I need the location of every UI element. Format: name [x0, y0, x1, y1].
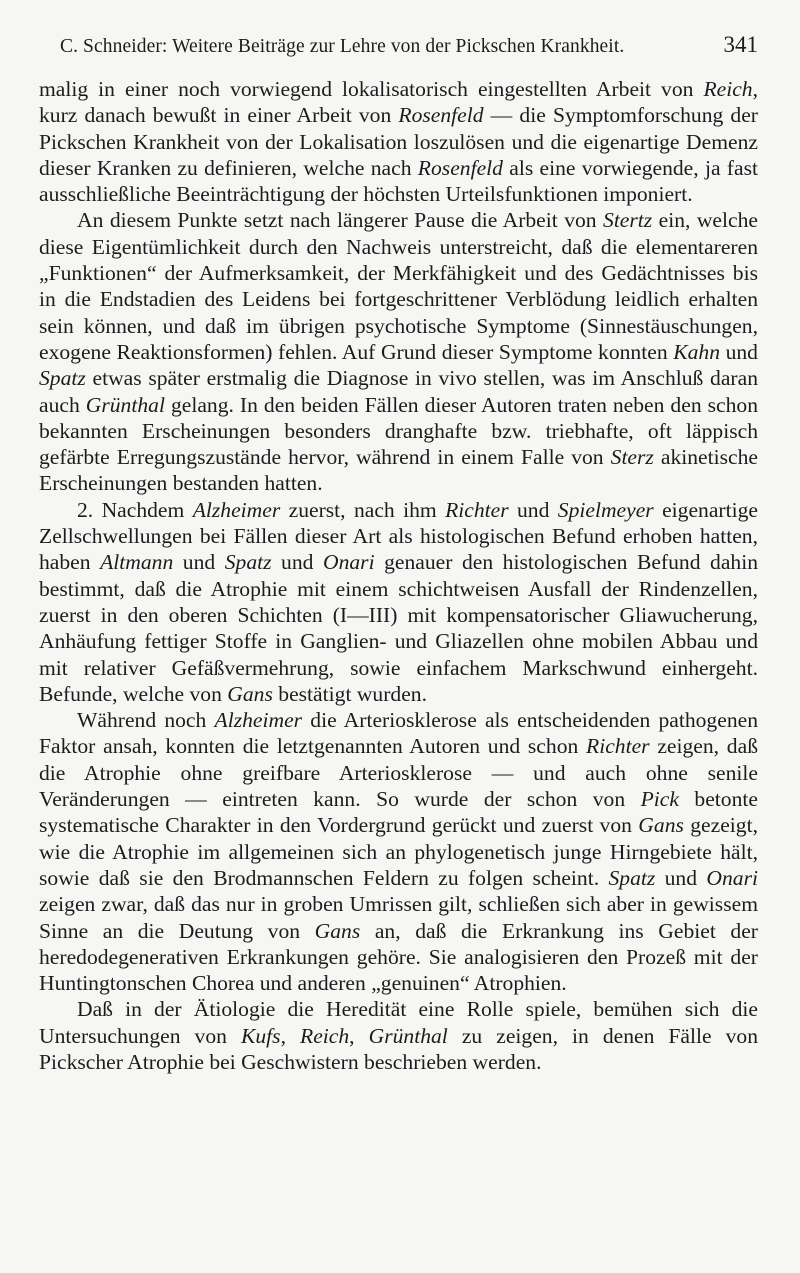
- author-name: Alzheimer: [214, 708, 303, 733]
- author-name: Reich: [300, 1023, 350, 1048]
- author-name: Grünthal: [85, 392, 165, 417]
- text-run: als eine vorwiegende, ja fast ausschließliche Beeinträchtigung der höchsten Urteilsfunktionen imponiert.: [39, 155, 758, 207]
- text-run: 2. Nachdem: [77, 497, 193, 522]
- paragraph-4: [39, 707, 758, 996]
- text-run: zeigen, daß die Atrophie ohne greifbare Arteriosklerose — und auch ohne senile Veränderungen — eintreten kann. So wurde der schon von: [39, 734, 758, 812]
- text-run: ,: [280, 1023, 301, 1048]
- text-run: zeigen zwar, daß das nur in groben Umrissen gilt, schließen sich aber in gewissem Sinne an die Deutung von: [39, 892, 758, 943]
- paragraph-2: [39, 207, 758, 496]
- page-header: [60, 32, 758, 66]
- author-name: Richter: [445, 497, 509, 522]
- paragraph-5: [39, 996, 758, 1075]
- author-name: Spielmeyer: [557, 497, 654, 522]
- text-run: und: [720, 339, 758, 364]
- text-run: betonte systematische Charakter in den Vordergrund gerückt und zuerst von: [39, 787, 758, 838]
- text-run: an, daß die Erkrankung ins Gebiet der heredodegenerativen Erkrankungen gehöre. Sie analogisieren den Prozeß mit der Huntingtonschen Chorea und anderen „genuinen“ Atrophien.: [39, 918, 758, 996]
- running-head: C. Schneider: Weitere Beiträge zur Lehre von der Pickschen Krankheit.: [60, 36, 625, 57]
- text-run: akinetische Erscheinungen bestanden hatten.: [39, 445, 758, 496]
- text-run: und: [173, 550, 225, 575]
- text-run: gezeigt, wie die Atrophie im allgemeinen sich an phylogenetisch junge Hirngebiete hält, sowie daß sie den Brodmannschen Feldern zu folgen scheint.: [39, 813, 758, 890]
- author-name: Alzheimer: [192, 497, 281, 522]
- paragraph-3: [39, 497, 758, 707]
- paragraph-1: [39, 76, 758, 207]
- author-name: Spatz: [608, 865, 656, 890]
- author-name: Sterz: [610, 445, 654, 470]
- author-name: Rosenfeld: [417, 155, 503, 180]
- author-name: Gans: [314, 918, 361, 943]
- text-run: und: [508, 497, 558, 522]
- text-run: und: [655, 865, 707, 890]
- author-name: Onari: [706, 865, 758, 890]
- page-number: 341: [723, 32, 758, 57]
- author-name: Onari: [322, 550, 375, 575]
- author-name: Pick: [640, 787, 679, 812]
- text-run: ,: [349, 1023, 369, 1048]
- text-run: Daß in der Ätiologie die Heredität eine Rolle spiele, bemühen sich die Untersuchungen von: [39, 997, 758, 1048]
- text-run: — die Symptomforschung der Pickschen Krankheit von der Lokalisation loszulösen und die eigenartige Demenz dieser Kranken zu definieren, welche nach: [39, 103, 758, 180]
- text-run: malig in einer noch vorwiegend lokalisatorisch eingestellten Arbeit von: [39, 77, 704, 101]
- author-name: Spatz: [39, 366, 86, 391]
- author-name: Stertz: [603, 208, 653, 233]
- text-run: An diesem Punkte setzt nach längerer Pause die Arbeit von: [77, 208, 604, 233]
- text-run: bestätigt wurden.: [272, 681, 427, 706]
- text-run: eigenartige Zellschwellungen bei Fällen dieser Art als histologischen Befund erhoben hatten, haben: [39, 497, 758, 575]
- text-run: genauer den histologischen Befund dahin bestimmt, daß die Atrophie mit einem schichtweisen Ausfall der Rindenzellen, zuerst in den oberen Schichten (I—III) mit kompensatorischer Gliawucherung, Anhäufung fettiger Stoffe in Ganglien- und Gliazellen ohne mobilen Abbau und mit relativer Gefäßvermehrung, sowie einfachem Markschwund einhergeht. Befunde, welche von: [39, 550, 759, 706]
- text-run: zu zeigen, in denen Fälle von Pickscher Atrophie bei Geschwistern beschrieben werden.: [39, 1023, 759, 1074]
- author-name: Richter: [586, 734, 650, 759]
- text-run: zuerst, nach ihm: [280, 497, 446, 522]
- author-name: Altmann: [100, 550, 174, 575]
- author-name: Reich: [703, 77, 753, 101]
- author-name: Kahn: [673, 339, 720, 364]
- author-name: Grünthal: [368, 1023, 448, 1048]
- author-name: Gans: [638, 813, 684, 838]
- text-run: ein, welche diese Eigentümlichkeit durch den Nachweis unterstreicht, daß die elementareren „Funktionen“ der Aufmerksamkeit, der Merkfähigkeit und des Gedächtnisses bis in die Endstadien des Leidens bei fortgeschrittener Verblödung leidlich erhalten sein können, und daß im übrigen psychotische Symptome (Sinnestäuschungen, exogene Reaktionsformen) fehlen. Auf Grund dieser Symptome konnten: [39, 208, 758, 364]
- text-run: gelang. In den beiden Fällen dieser Autoren traten neben den schon bekannten Erscheinungen besonders dranghafte bzw. triebhafte, oft läppisch gefärbte Erregungszustände hervor, während in einem Falle von: [39, 392, 758, 470]
- author-name: Rosenfeld: [398, 103, 484, 128]
- body-text: [39, 76, 758, 1075]
- text-run: etwas später erstmalig die Diagnose in vivo stellen, was im Anschluß daran auch: [39, 366, 758, 417]
- author-name: Gans: [227, 681, 273, 706]
- author-name: Kufs: [240, 1023, 281, 1048]
- text-run: die Arteriosklerose als entscheidenden pathogenen Faktor ansah, konnten die letztgenannten Autoren und schon: [39, 708, 758, 759]
- text-run: Während noch: [77, 708, 215, 733]
- text-run: , kurz danach bewußt in einer Arbeit von: [39, 77, 758, 128]
- text-run: und: [271, 550, 323, 575]
- author-name: Spatz: [224, 550, 272, 575]
